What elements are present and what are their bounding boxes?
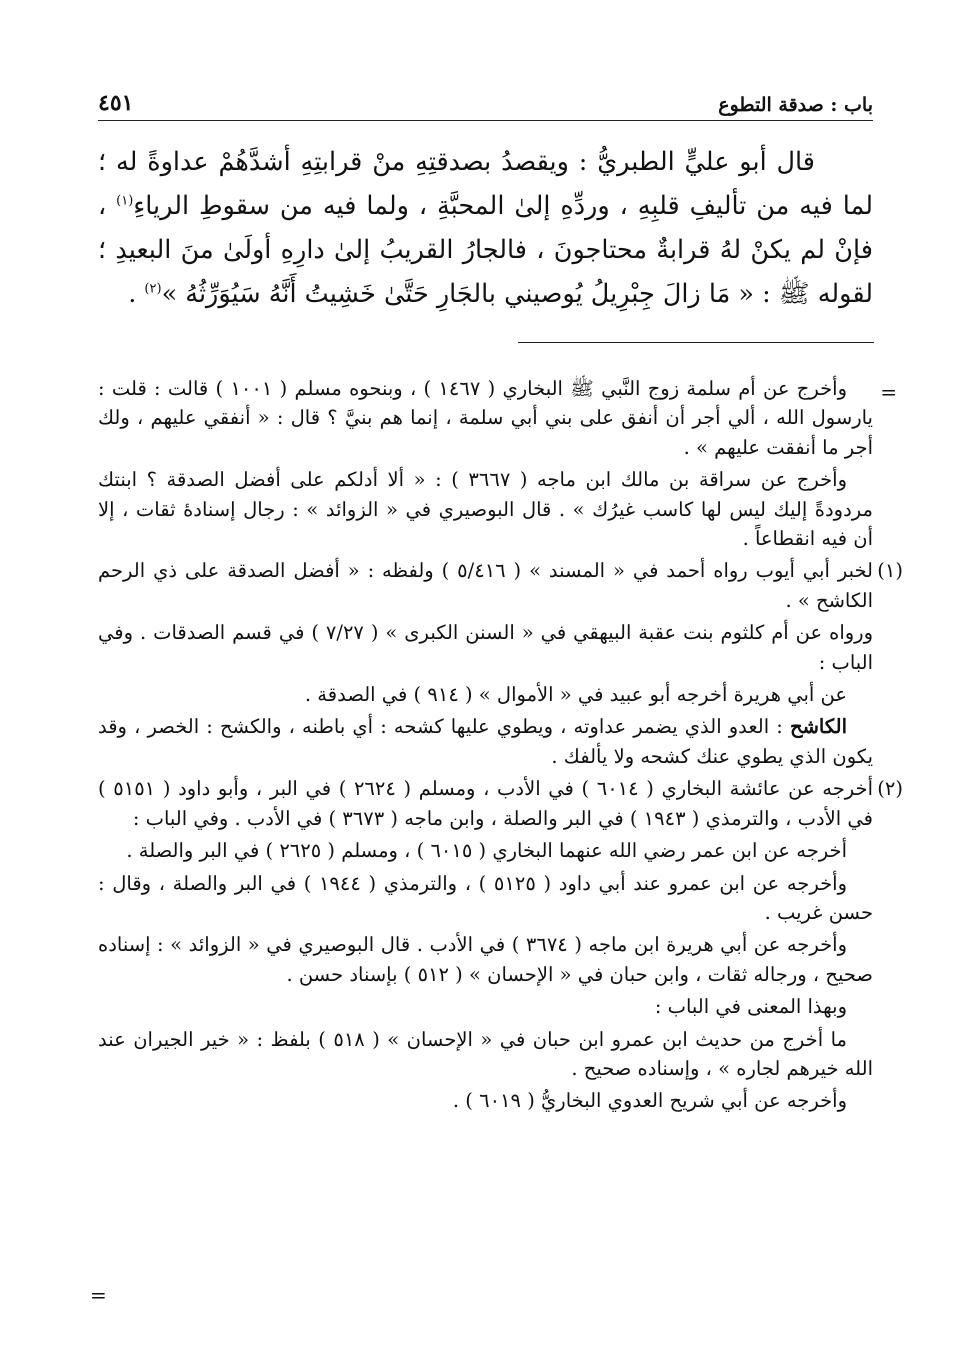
continues-next-page-mark: = (90, 1283, 107, 1307)
footnote-line: وأخرجه عن أبي هريرة ابن ماجه ( ٣٦٧٤ ) في الأدب . قال البوصيري في « الزوائد » : إسناده صحيح ، ورجاله ثقات ، وابن حبان في « الإحسان » ( ٥١٢ ) بإسناد حسن . (98, 933, 873, 986)
footnote-number: (٢) (877, 777, 903, 801)
running-header (98, 85, 873, 121)
footnote-line: أخرجه عن ابن عمر رضي الله عنهما البخاري ( ٦٠١٥ ) ، ومسلم ( ٢٦٢٥ ) في البر والصلة . (126, 839, 847, 863)
continuation-mark: = (880, 380, 897, 404)
footnote-line: وأخرجه عن ابن عمرو عند أبي داود ( ٥١٢٥ ) ، والترمذي ( ١٩٤٤ ) في البر والصلة ، وقال : حسن غريب . (98, 871, 873, 924)
footnote-line: أخرجه عن عائشة البخاري ( ٦٠١٤ ) في الأدب ، ومسلم ( ٢٦٢٤ ) في البر ، وأبو داود ( ٥١٥١ ) في الأدب ، والترمذي ( ١٩٤٣ ) في البر والصلة ، وابن ماجه ( ٣٦٧٣ ) في الأدب . وفي الباب : (98, 777, 873, 830)
chapter-title: باب : صدقة التطوع (718, 94, 873, 116)
main-text-part-3: . (128, 279, 145, 309)
main-paragraph (98, 140, 873, 316)
glossary-term: الكاشح (790, 715, 847, 739)
footnote-line: عن أبي هريرة أخرجه أبو عبيد في « الأموال » ( ٩١٤ ) في الصدقة . (304, 683, 847, 707)
continued-footnote (98, 374, 897, 553)
footnote-line: ورواه عن أم كلثوم بنت عقبة البيهقي في « السنن الكبرى » ( ٧/٢٧ ) في قسم الصدقات . وفي الباب : (98, 621, 873, 674)
footnote-line (98, 712, 873, 771)
footnote-ref-1[interactable]: (١) (116, 193, 134, 209)
footnote-separator (518, 342, 874, 343)
footnote-1 (98, 556, 903, 771)
footnote-line: وأخرج عن أم سلمة زوج النَّبي ﷺ البخاري ( ١٤٦٧ ) ، وبنحوه مسلم ( ١٠٠١ ) قالت : قلت : يارسول الله ، ألي أجر أن أنفق على بني أبي سلمة ، إنما هم بنيَّ ؟ قال : « أنفقي عليهم ، ولك أجر ما أنفقت عليهم » . (98, 377, 873, 459)
glossary-definition: : العدو الذي يضمر عداوته ، ويطوي عليها كشحه : أي باطنه ، والكشح : الخصر ، وقد يكون الذي يطوي عنك كشحه ولا يألفك . (98, 715, 873, 768)
footnote-line: وبهذا المعنى في الباب : (654, 995, 847, 1019)
main-text-part-1: قال أبو عليٍّ الطبريُّ : ويقصدُ بصدقتِهِ منْ قرابتِهِ أشدَّهُمْ عداوةً له ؛ لما فيه من تأليفِ قلبِهِ ، وردِّهِ إلىٰ المحبَّةِ ، ولما فيه من سقوطِ الرياءِ (98, 147, 873, 221)
footnote-ref-2[interactable]: (٢) (144, 281, 162, 297)
footnote-line: وأخرجه عن أبي شريح العدوي البخاريُّ ( ٦٠١٩ ) . (452, 1089, 847, 1113)
page-number: ٤٥١ (98, 90, 134, 116)
footnote-line: ما أخرج من حديث ابن عمرو ابن حبان في « الإحسان » ( ٥١٨ ) بلفظ : « خير الجيران عند الله خيرهم لجاره » ، وإسناده صحيح . (98, 1027, 873, 1080)
footnote-2 (98, 774, 903, 1115)
main-text-part-2: ، فإنْ لم يكنْ لهُ قرابةٌ محتاجونَ ، فالجارُ القريبُ إلىٰ دارِهِ أولَىٰ منَ البعيدِ ؛ لقوله ﷺ : « مَا زالَ جِبْرِيلُ يُوصيني بالجَارِ حَتَّىٰ خَشِيتُ أَنَّهُ سَيُوَرِّثُهُ » (98, 191, 873, 309)
main-text (98, 140, 873, 316)
footnotes (98, 374, 903, 1119)
footnote-line: لخبر أبي أيوب رواه أحمد في « المسند » ( ٥/٤١٦ ) ولفظه : « أفضل الصدقة على ذي الرحم الكاشح » . (98, 559, 873, 612)
footnote-number: (١) (877, 559, 903, 583)
footnote-line: وأخرج عن سراقة بن مالك ابن ماجه ( ٣٦٦٧ ) : « ألا أدلكم على أفضل الصدقة ؟ ابنتك مردودةً إليك ليس لها كاسب غيرُك » . قال البوصيري في « الزوائد » : رجال إسنادهٔ ثقات ، إلا أن فيه انقطاعاً . (98, 468, 873, 551)
